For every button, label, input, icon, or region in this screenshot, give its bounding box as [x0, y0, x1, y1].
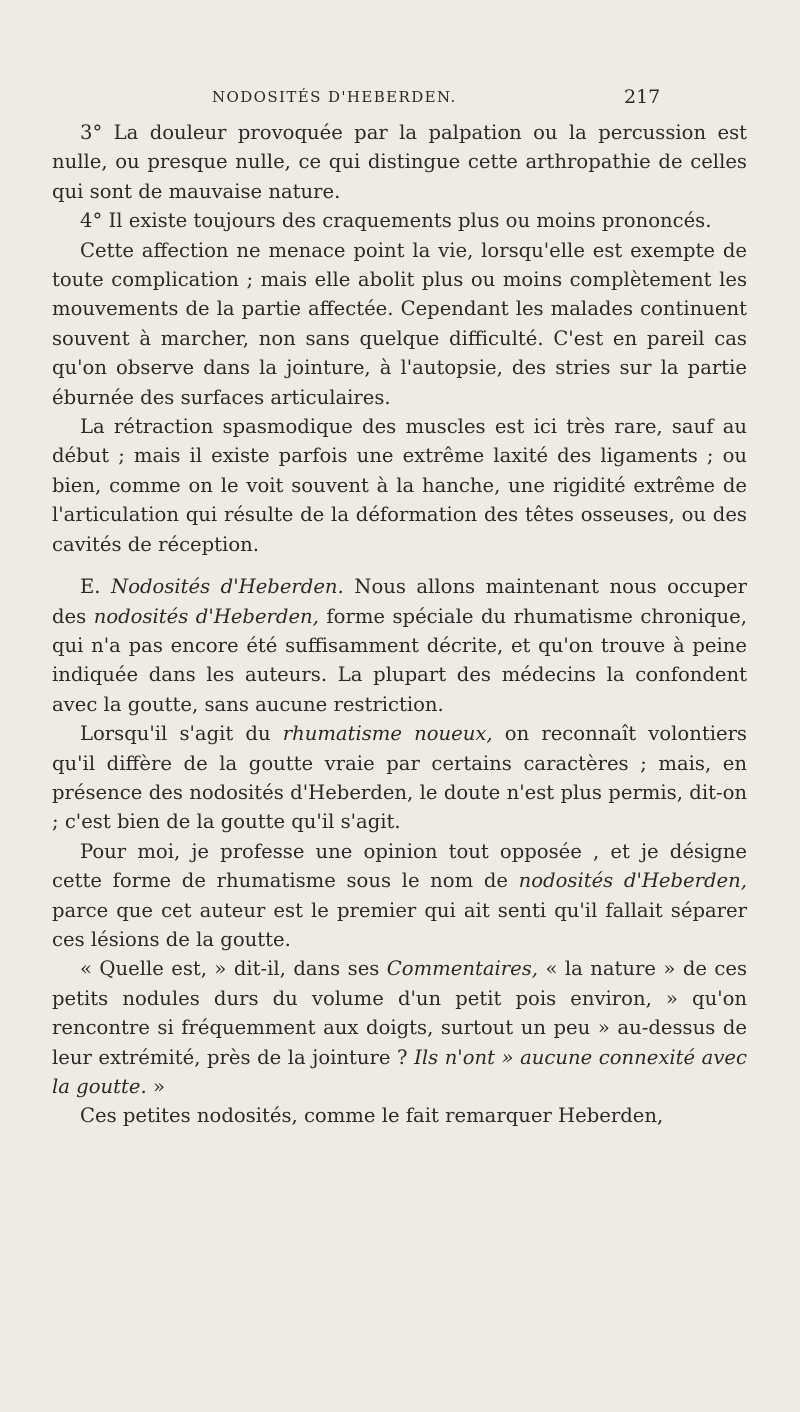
section-title: Nodosités d'Heberden. — [111, 575, 344, 599]
page-header — [0, 86, 800, 110]
paragraph-quotation: « Quelle est, » dit-il, dans ses Commentaires, « la nature » de ces petits nodules durs du volume d'un petit pois environ, » qu'on rencontre si fréquemment aux doigts, surtout un peu » au-dessus de leur extrémité, près de la jointure ? Ils n'ont » aucune connexité avec la goutte. » — [52, 957, 748, 1098]
paragraph-rhumatisme-noueux: Lorsqu'il s'agit du rhumatisme noueux, on reconnaît volontiers qu'il diffère de la goutte vraie par certains caractères ; mais, en présence des nodosités d'Heberden, le doute n'est plus permis, dit-on ; c'est bien de la goutte qu'il s'agit. — [52, 722, 747, 834]
paragraph-item-4: 4° Il existe toujours des craquements plus ou moins prononcés. — [80, 209, 712, 233]
paragraph-opinion: Pour moi, je professe une opinion tout opposée , et je désigne cette forme de rhumatisme sous le nom de nodosités d'Heberden, parce que cet auteur est le premier qui ait senti qu'il fallait séparer ces lésions de la goutte. — [52, 839, 747, 951]
page-number: 217 — [624, 86, 661, 108]
body-text — [52, 118, 747, 1131]
paragraph-section-e: E. Nodosités d'Heberden. Nous allons maintenant nous occuper des nodosités d'Heberden, forme spéciale du rhumatisme chronique, qui n'a pas encore été suffisamment décrite, et qu'on trouve à peine indiquée dans les auteurs. La plupart des médecins la confondent avec la goutte, sans aucune restriction. — [52, 575, 748, 716]
running-title: NODOSITÉS D'HEBERDEN. — [212, 88, 457, 106]
paragraph-last: Ces petites nodosités, comme le fait remarquer Heberden, — [80, 1104, 664, 1128]
paragraph-prognosis: Cette affection ne menace point la vie, lorsqu'elle est exempte de toute complication ; mais elle abolit plus ou moins complètement les mouvements de la partie affectée. Cependant les malades continuent souvent à marcher, non sans quelque difficulté. C'est en pareil cas qu'on observe dans la jointure, à l'autopsie, des stries sur la partie éburnée des surfaces articulaires. — [52, 238, 747, 409]
paragraph-item-3: 3° La douleur provoquée par la palpation ou la percussion est nulle, ou presque nulle, ce qui distingue cette arthropathie de celles qui sont de mauvaise nature. — [52, 121, 747, 203]
paragraph-retraction: La rétraction spasmodique des muscles est ici très rare, sauf au début ; mais il existe parfois une extrême laxité des ligaments ; ou bien, comme on le voit souvent à la hanche, une rigidité extrême de l'articulation qui résulte de la déformation des têtes osseuses, ou des cavités de réception. — [52, 415, 747, 556]
